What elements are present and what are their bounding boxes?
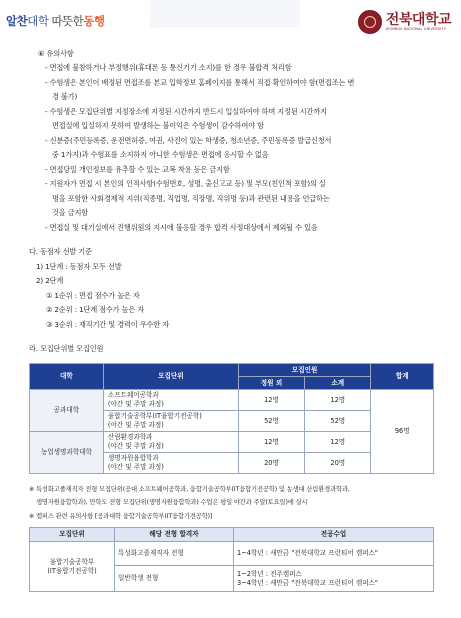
notes-heading: ⑥ 유의사항 (38, 49, 74, 58)
unit-cell (103, 432, 238, 453)
type-cell: 일반학생 전형 (115, 566, 234, 592)
university-logo (358, 10, 451, 34)
note-line: - 수험생은 모집단위별 지정장소에 지정된 시간까지 반드시 입실하여야 하며 지정된 시간까지 (45, 107, 327, 116)
slogan-part4: 동행 (83, 14, 105, 28)
note-line: - 지원자가 면접 시 본인의 인적사항(수험번호, 성명, 출신고교 등) 및 부모(친인척 포함)의 실 (45, 179, 326, 188)
campus-table (29, 527, 434, 592)
section-da-heading: 다. 동점자 선발 기준 (29, 247, 92, 256)
subtotal-cell: 52명 (305, 411, 371, 432)
page-header (0, 0, 461, 40)
tiebreak-item: ① 1순위 : 면접 점수가 높은 자 (46, 291, 140, 300)
quota-cell: 12명 (238, 390, 304, 411)
subtotal-cell: 20명 (305, 453, 371, 474)
unit-note: (IT융합기전공학) (47, 566, 97, 575)
col-recruit: 모집인원 (238, 364, 371, 377)
college-cell: 농업생명과학대학 (30, 432, 104, 474)
footnote: ※ 캠퍼스 관련 유의사항 [공과대학 융합기술공학부(IT융합기전공학)] (29, 513, 213, 520)
unit-name: 생명자원융합학과 (107, 454, 159, 462)
col-class: 전공수업 (234, 528, 434, 542)
class-line: 1~2학년 : 전주캠퍼스 (237, 569, 302, 578)
unit-cell (30, 542, 115, 592)
slogan-part2: 대학 (27, 14, 49, 28)
col-unit: 모집단위 (103, 364, 238, 390)
col-type: 해당 전형 합격자 (115, 528, 234, 542)
footnote: 생명자원융합학과), 만학도 전형 모집단위(생명자원융합학과) 수업은 평일 야간과 주말(토요일)에 실시 (36, 499, 308, 506)
unit-cell (103, 411, 238, 432)
recruitment-table (29, 363, 434, 474)
slogan-logo (6, 13, 104, 29)
subtotal-cell: 12명 (305, 432, 371, 453)
unit-cell (103, 390, 238, 411)
unit-note: (야간 및 주말 과정) (107, 442, 164, 450)
col-subtotal: 소계 (305, 377, 371, 390)
note-line: 명을 포함한 사회경제적 지위(직종명, 직업명, 직장명, 직위명 등)과 관련된 내용을 언급하는 (52, 194, 330, 203)
quota-cell: 12명 (238, 432, 304, 453)
note-line: - 수험생은 본인이 배정된 면접조를 본교 입학정보 홈페이지를 통해서 직접 확인하여야 함(면접조는 변 (45, 78, 355, 87)
quota-cell: 20명 (238, 453, 304, 474)
type-cell: 특성화고졸재직자 전형 (115, 542, 234, 566)
subtotal-cell: 12명 (305, 390, 371, 411)
class-cell (234, 566, 434, 592)
tiebreak-item: ③ 3순위 : 재직기간 및 경력이 우수한 자 (46, 320, 170, 329)
table-row (30, 542, 434, 566)
note-line: - 면접당일 개인정보를 유추할 수 있는 교복 착용 등은 금지함 (45, 165, 230, 174)
note-line: 면접실에 입실하지 못하여 발생하는 불이익은 수험생이 감수하여야 함 (52, 121, 264, 130)
university-name: 전북대학교 (385, 11, 451, 28)
unit-note: (야간 및 주말 과정) (107, 400, 164, 408)
slogan-part3: 따뜻한 (51, 14, 84, 28)
unit-name: 산림환경과학과 (107, 433, 153, 441)
unit-name: 융합기술공학부 (49, 557, 95, 566)
table-row (30, 390, 434, 411)
col-college: 대학 (30, 364, 104, 390)
tiebreak-item: ② 2순위 : 1단계 점수가 높은 자 (46, 305, 145, 314)
university-name-english: JEONBUK NATIONAL UNIVERSITY (385, 26, 447, 31)
total-cell: 96명 (371, 390, 434, 474)
unit-cell (103, 453, 238, 474)
watermark (150, 0, 300, 28)
note-line: 것을 금지함 (52, 208, 89, 217)
unit-name: 소프트웨어공학과 (107, 391, 159, 399)
university-seal-icon (358, 10, 382, 34)
col-quota-out: 정원 외 (238, 377, 304, 390)
note-line: - 면접실 및 대기실에서 진행위원의 지시에 불응할 경우 합격 사정대상에서 제외될 수 있음 (45, 223, 318, 232)
col-unit: 모집단위 (30, 528, 115, 542)
note-line: - 면접에 불참하거나 부정행위(휴대폰 등 통신기기 소지)를 한 경우 불합격 처리함 (45, 63, 292, 72)
tiebreak-item: 2) 2단계 (36, 276, 64, 285)
note-line: 경 불가) (52, 92, 78, 101)
class-cell: 1~4학년 : 새만금 "전북대학교 프런티어 캠퍼스" (234, 542, 434, 566)
unit-note: (야간 및 주말 과정) (107, 463, 164, 471)
slogan-part1: 알찬 (6, 14, 28, 28)
tiebreak-item: 1) 1단계 : 동점자 모두 선발 (36, 262, 122, 271)
quota-cell: 52명 (238, 411, 304, 432)
unit-note: (야간 및 주말 과정) (107, 421, 164, 429)
college-cell: 공과대학 (30, 390, 104, 432)
section-ra-heading: 라. 모집단위별 모집인원 (29, 344, 104, 353)
col-total: 합계 (371, 364, 434, 390)
unit-name: 융합기술공학부(IT융합기전공학) (107, 412, 202, 420)
note-line: - 신분증(주민등록증, 운전면허증, 여권, 사진이 있는 학생증, 청소년증, 주민등록증 발급신청서 (45, 136, 332, 145)
note-line: 중 1가지)과 수험표를 소지하지 아니한 수험생은 면접에 응시할 수 없음 (52, 150, 269, 159)
footnote: ※ 특성화고졸재직자 전형 모집단위(공대 소프트웨어공학과, 융합기술공학부(IT융합기전공학) 및 농생대 산림환경과학과, (29, 486, 350, 493)
class-line: 3~4학년 : 새만금 "전북대학교 프런티어 캠퍼스" (237, 578, 378, 587)
